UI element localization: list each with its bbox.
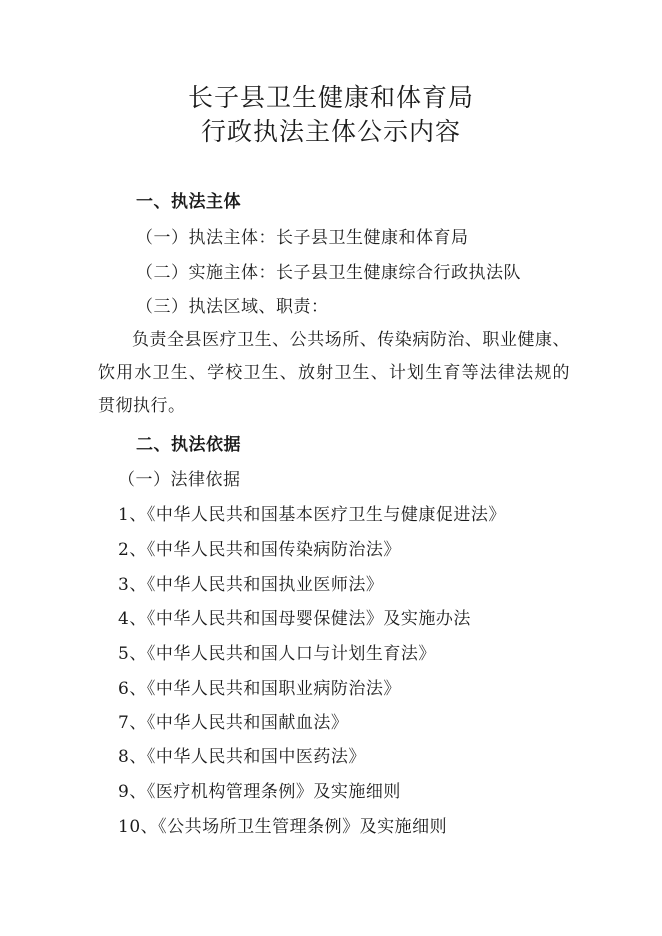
- document-title-line-2: 行政执法主体公示内容: [200, 117, 461, 146]
- section-heading-enforcement-subject: 一、执法主体: [136, 192, 241, 212]
- law-list-item: 4、《中华人民共和国母婴保健法》及实施办法: [118, 609, 471, 629]
- document-title-line-1: 长子县卫生健康和体育局: [187, 83, 474, 112]
- enforcement-subject-item: （一）执法主体：长子县卫生健康和体育局: [136, 228, 469, 248]
- law-list-item: 1、《中华人民共和国基本医疗卫生与健康促进法》: [118, 505, 506, 525]
- duties-paragraph: 负责全县医疗卫生、公共场所、传染病防治、职业健康、饮用水卫生、学校卫生、放射卫生、计划生育等法律法规的贯彻执行。: [98, 330, 570, 416]
- law-list-item: 10、《公共场所卫生管理条例》及实施细则: [118, 817, 448, 837]
- law-list-item: 3、《中华人民共和国执业医师法》: [118, 575, 384, 595]
- implementing-subject-item: （二）实施主体：长子县卫生健康综合行政执法队: [136, 263, 521, 283]
- law-list-item: 9、《医疗机构管理条例》及实施细则: [118, 782, 401, 802]
- section-heading-enforcement-basis: 二、执法依据: [136, 435, 241, 455]
- law-list-item: 7、《中华人民共和国献血法》: [118, 713, 349, 733]
- law-list-item: 8、《中华人民共和国中医药法》: [118, 747, 366, 767]
- law-list-item: 6、《中华人民共和国职业病防治法》: [118, 679, 401, 699]
- law-list-item: 5、《中华人民共和国人口与计划生育法》: [118, 644, 436, 664]
- enforcement-area-item: （三）执法区域、职责：: [136, 297, 329, 317]
- legal-basis-subheading: （一）法律依据: [118, 470, 241, 490]
- law-list-item: 2、《中华人民共和国传染病防治法》: [118, 540, 401, 560]
